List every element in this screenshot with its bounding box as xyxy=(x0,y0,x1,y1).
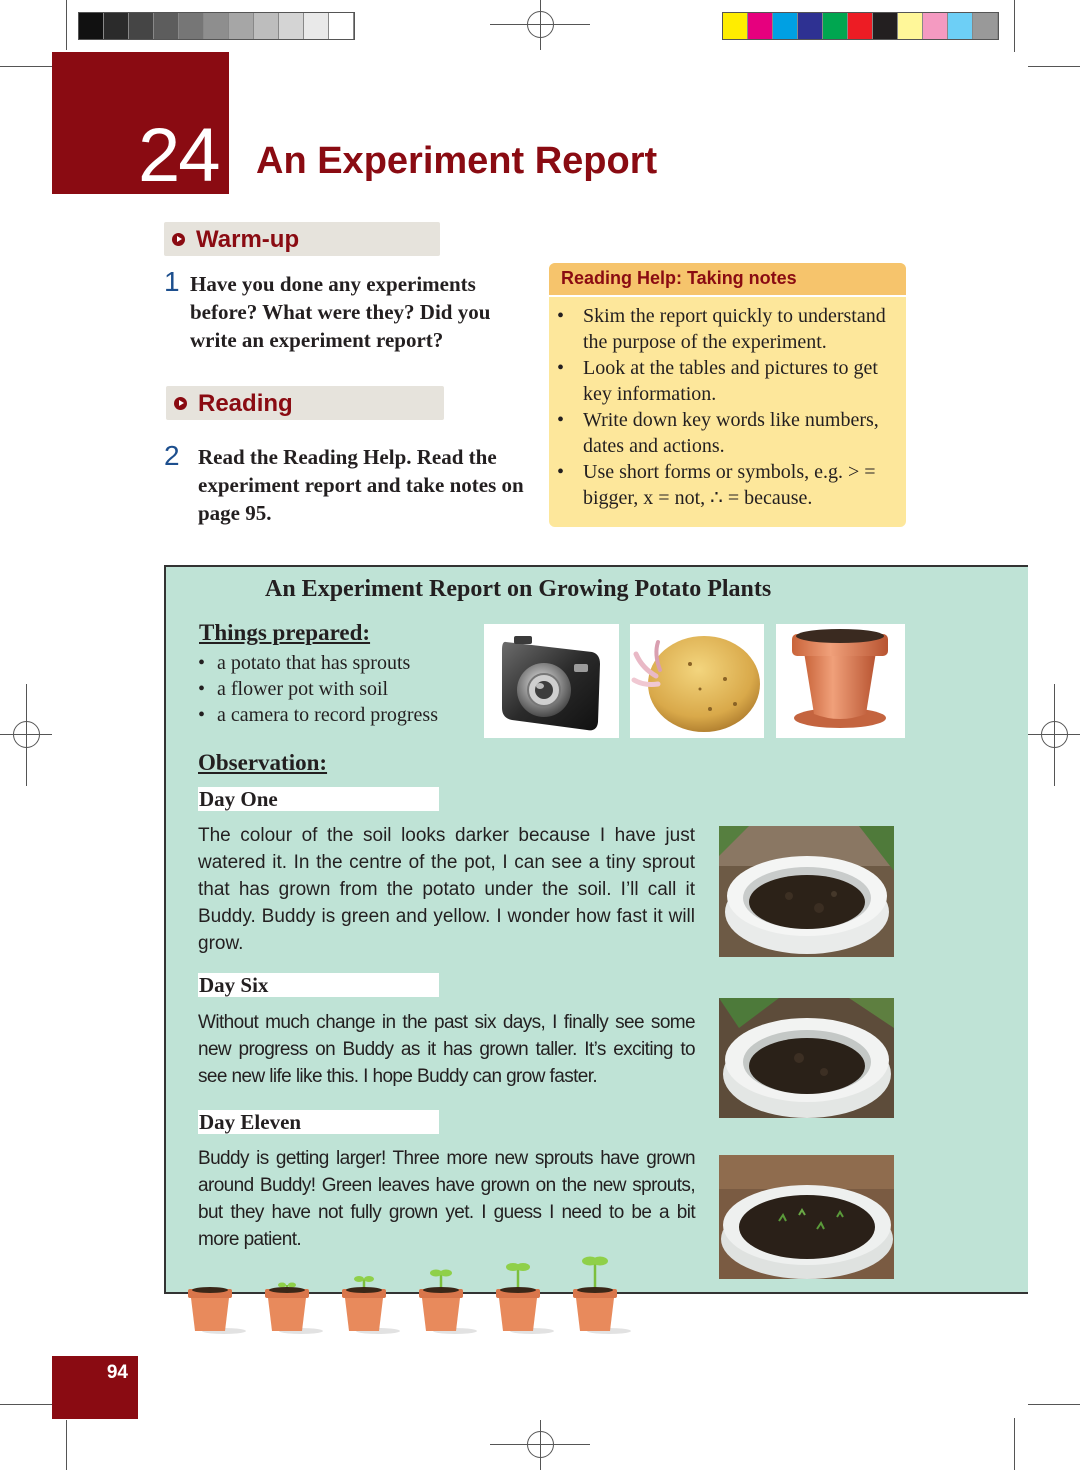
day-label-bar xyxy=(198,787,439,811)
color-swatch xyxy=(798,13,823,39)
unit-title: An Experiment Report xyxy=(256,140,658,182)
color-swatch xyxy=(898,13,923,39)
color-swatch xyxy=(973,13,998,39)
color-swatch xyxy=(873,13,898,39)
question-line: Have you done any experiments xyxy=(190,272,476,296)
day-six-photo xyxy=(719,998,894,1118)
things-prepared-list xyxy=(198,650,438,728)
color-swatch xyxy=(204,13,229,39)
color-swatch xyxy=(129,13,154,39)
warmup-label: Warm-up xyxy=(196,226,300,253)
warmup-banner xyxy=(164,222,440,256)
question-line: write an experiment report? xyxy=(190,328,444,352)
page-number-block xyxy=(52,1356,138,1419)
list-item: • Skim the report quickly to understand the purpose of the experiment. xyxy=(549,303,906,355)
day-eleven-photo xyxy=(719,1155,894,1279)
seedling-pot xyxy=(496,1263,554,1334)
question-number: 2 xyxy=(164,440,180,471)
potato-image xyxy=(630,624,764,738)
things-prepared-heading: Things prepared: xyxy=(199,620,371,645)
list-item: • Use short forms or symbols, e.g. > = bigger, x = not, ∴ = because. xyxy=(549,459,906,511)
color-swatch xyxy=(279,13,304,39)
seedling-pot xyxy=(419,1270,477,1335)
day-one-photo xyxy=(719,826,894,957)
list-item: • Write down key words like numbers, dates and actions. xyxy=(549,407,906,459)
day-label: Day Six xyxy=(199,973,269,997)
color-swatch xyxy=(229,13,254,39)
color-swatch xyxy=(79,13,104,39)
seedling-pot xyxy=(573,1257,631,1335)
color-swatch xyxy=(179,13,204,39)
list-item: • a potato that has sprouts xyxy=(198,650,438,676)
seedling-pot xyxy=(265,1283,323,1335)
color-swatch xyxy=(748,13,773,39)
warmup-question xyxy=(190,270,520,354)
reading-help-list xyxy=(549,303,906,511)
list-item: • a flower pot with soil xyxy=(198,676,438,702)
day-label-bar xyxy=(198,973,439,997)
reading-question xyxy=(198,443,538,527)
color-swatch xyxy=(723,13,748,39)
day-label-bar xyxy=(198,1110,439,1134)
day-six-text: Without much change in the past six days, I finally see some new progress on Buddy as it has grown taller. It’s exciting to see new life like this. I hope Buddy can grow faster. xyxy=(198,1012,695,1087)
reading-help-box xyxy=(549,263,906,527)
question-line: page 95. xyxy=(198,501,272,525)
color-swatch xyxy=(304,13,329,39)
color-swatch xyxy=(948,13,973,39)
flower-pot-image xyxy=(776,624,905,738)
question-line: Read the Reading Help. Read the xyxy=(198,445,497,469)
seedling-pots-row xyxy=(185,1255,645,1335)
camera-image xyxy=(484,624,619,738)
cmyk-color-bar xyxy=(722,12,999,40)
list-item: • Look at the tables and pictures to get key information. xyxy=(549,355,906,407)
question-line: experiment report and take notes on xyxy=(198,473,524,497)
day-label: Day One xyxy=(199,787,278,811)
reading-label: Reading xyxy=(198,390,293,417)
seedling-pot xyxy=(342,1276,400,1334)
color-swatch xyxy=(848,13,873,39)
color-swatch xyxy=(823,13,848,39)
page-number: 94 xyxy=(106,1362,128,1383)
color-swatch xyxy=(104,13,129,39)
color-swatch xyxy=(154,13,179,39)
play-bullet-icon xyxy=(174,397,187,410)
report-title: An Experiment Report on Growing Potato Plants xyxy=(265,576,772,602)
question-line: before? What were they? Did you xyxy=(190,300,491,324)
seedling-pot xyxy=(188,1287,246,1334)
question-number: 1 xyxy=(164,266,180,297)
day-eleven-text: Buddy is getting larger! Three more new sprouts have grown around Buddy! Green leaves have grown on the new sprouts, but they have not fully grown yet. I guess I need to be a bit more patient. xyxy=(198,1148,695,1250)
color-swatch xyxy=(254,13,279,39)
reading-help-title: Reading Help: Taking notes xyxy=(561,268,797,288)
day-label: Day Eleven xyxy=(199,1110,302,1134)
color-swatch xyxy=(329,13,354,39)
list-item: • a camera to record progress xyxy=(198,702,438,728)
day-one-text: The colour of the soil looks darker because I have just watered it. In the centre of the pot, I can see a tiny sprout that has grown from the potato under the soil. I’ll call it Buddy. Buddy is green and yellow. I wonder how fast it will grow. xyxy=(198,825,695,954)
play-bullet-icon xyxy=(172,233,185,246)
unit-number: 24 xyxy=(138,113,219,198)
color-swatch xyxy=(923,13,948,39)
reading-banner xyxy=(166,386,444,420)
grayscale-color-bar xyxy=(78,12,355,40)
observation-heading: Observation: xyxy=(198,750,328,775)
reading-help-header xyxy=(549,263,906,297)
color-swatch xyxy=(773,13,798,39)
